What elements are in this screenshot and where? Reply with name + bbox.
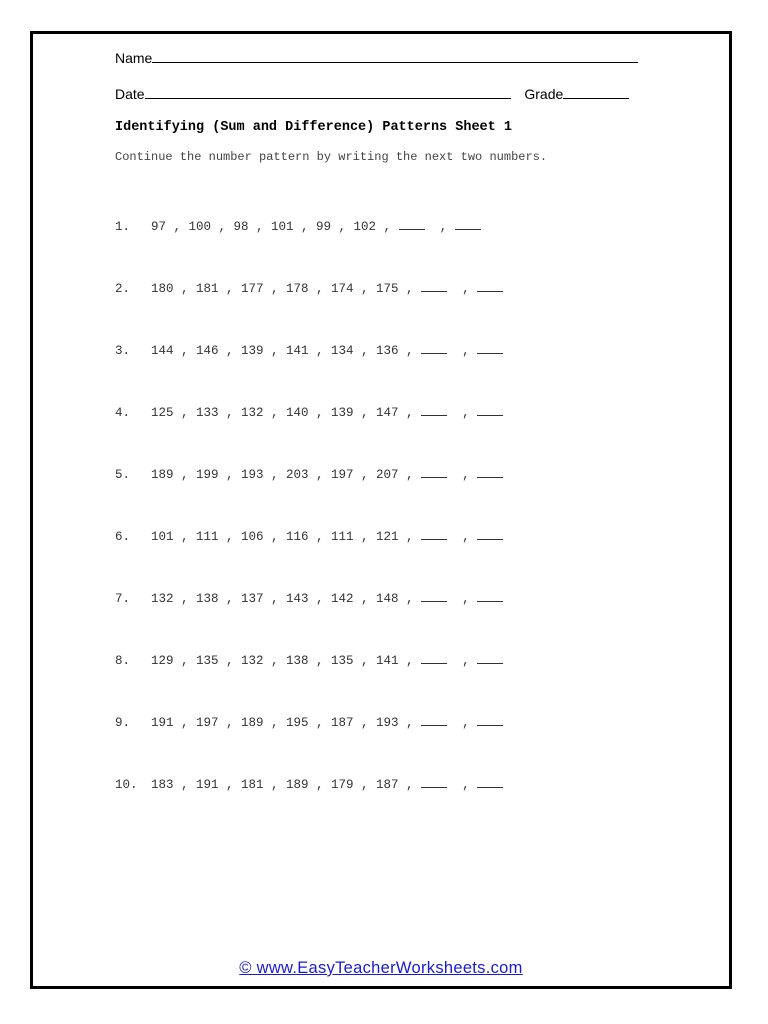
- problem-row: [115, 465, 503, 482]
- answer-blank-1[interactable]: [421, 713, 447, 726]
- number-sequence: 144 , 146 , 139 , 141 , 134 , 136 ,: [151, 344, 414, 358]
- answer-blank-2[interactable]: [477, 713, 503, 726]
- number-sequence: 101 , 111 , 106 , 116 , 111 , 121 ,: [151, 530, 414, 544]
- answer-blank-2[interactable]: [477, 341, 503, 354]
- copyright-link[interactable]: © www.EasyTeacherWorksheets.com: [239, 959, 523, 977]
- name-blank[interactable]: [152, 48, 638, 63]
- problem-number: 3.: [115, 344, 131, 358]
- problem-row: [115, 403, 503, 420]
- problem-number: 6.: [115, 530, 131, 544]
- problem-row: [115, 775, 503, 792]
- answer-blank-2[interactable]: [455, 217, 481, 230]
- problem-row: [115, 279, 503, 296]
- number-sequence: 191 , 197 , 189 , 195 , 187 , 193 ,: [151, 716, 414, 730]
- number-sequence: 97 , 100 , 98 , 101 , 99 , 102 ,: [151, 220, 392, 234]
- number-sequence: 132 , 138 , 137 , 143 , 142 , 148 ,: [151, 592, 414, 606]
- answer-separator: ,: [447, 654, 478, 668]
- worksheet-page: [30, 31, 732, 989]
- answer-blank-1[interactable]: [421, 465, 447, 478]
- answer-blank-1[interactable]: [421, 651, 447, 664]
- number-sequence: 183 , 191 , 181 , 189 , 179 , 187 ,: [151, 778, 414, 792]
- answer-separator: ,: [447, 468, 478, 482]
- number-sequence: 189 , 199 , 193 , 203 , 197 , 207 ,: [151, 468, 414, 482]
- answer-blank-2[interactable]: [477, 589, 503, 602]
- answer-blank-1[interactable]: [421, 589, 447, 602]
- instructions: Continue the number pattern by writing the next two numbers.: [115, 150, 548, 164]
- answer-separator: ,: [447, 530, 478, 544]
- problem-row: [115, 651, 503, 668]
- answer-blank-1[interactable]: [399, 217, 425, 230]
- problem-row: [115, 217, 481, 234]
- answer-blank-2[interactable]: [477, 651, 503, 664]
- name-label: Name: [115, 50, 153, 66]
- answer-separator: ,: [447, 344, 478, 358]
- name-field[interactable]: [115, 48, 638, 66]
- answer-blank-2[interactable]: [477, 775, 503, 788]
- date-label: Date: [115, 86, 145, 102]
- problem-number: 10.: [115, 778, 138, 792]
- problem-number: 5.: [115, 468, 131, 482]
- answer-separator: ,: [447, 406, 478, 420]
- problem-number: 9.: [115, 716, 131, 730]
- number-sequence: 125 , 133 , 132 , 140 , 139 , 147 ,: [151, 406, 414, 420]
- answer-blank-2[interactable]: [477, 527, 503, 540]
- problem-row: [115, 527, 503, 544]
- grade-label: Grade: [524, 86, 564, 102]
- date-grade-row: [115, 84, 629, 102]
- answer-separator: ,: [447, 282, 478, 296]
- answer-blank-2[interactable]: [477, 279, 503, 292]
- answer-blank-2[interactable]: [477, 465, 503, 478]
- answer-blank-1[interactable]: [421, 403, 447, 416]
- problem-number: 1.: [115, 220, 131, 234]
- answer-blank-1[interactable]: [421, 775, 447, 788]
- number-sequence: 180 , 181 , 177 , 178 , 174 , 175 ,: [151, 282, 414, 296]
- date-blank[interactable]: [145, 84, 511, 99]
- answer-separator: ,: [447, 778, 478, 792]
- problem-number: 4.: [115, 406, 131, 420]
- answer-separator: ,: [447, 592, 478, 606]
- answer-separator: ,: [424, 220, 455, 234]
- problem-row: [115, 341, 503, 358]
- problem-number: 8.: [115, 654, 131, 668]
- problem-row: [115, 713, 503, 730]
- problem-number: 7.: [115, 592, 131, 606]
- answer-separator: ,: [447, 716, 478, 730]
- problem-row: [115, 589, 503, 606]
- answer-blank-1[interactable]: [421, 279, 447, 292]
- number-sequence: 129 , 135 , 132 , 138 , 135 , 141 ,: [151, 654, 414, 668]
- answer-blank-2[interactable]: [477, 403, 503, 416]
- answer-blank-1[interactable]: [421, 341, 447, 354]
- problem-number: 2.: [115, 282, 131, 296]
- grade-blank[interactable]: [563, 84, 629, 99]
- answer-blank-1[interactable]: [421, 527, 447, 540]
- worksheet-title: Identifying (Sum and Difference) Patterns Sheet 1: [115, 120, 512, 135]
